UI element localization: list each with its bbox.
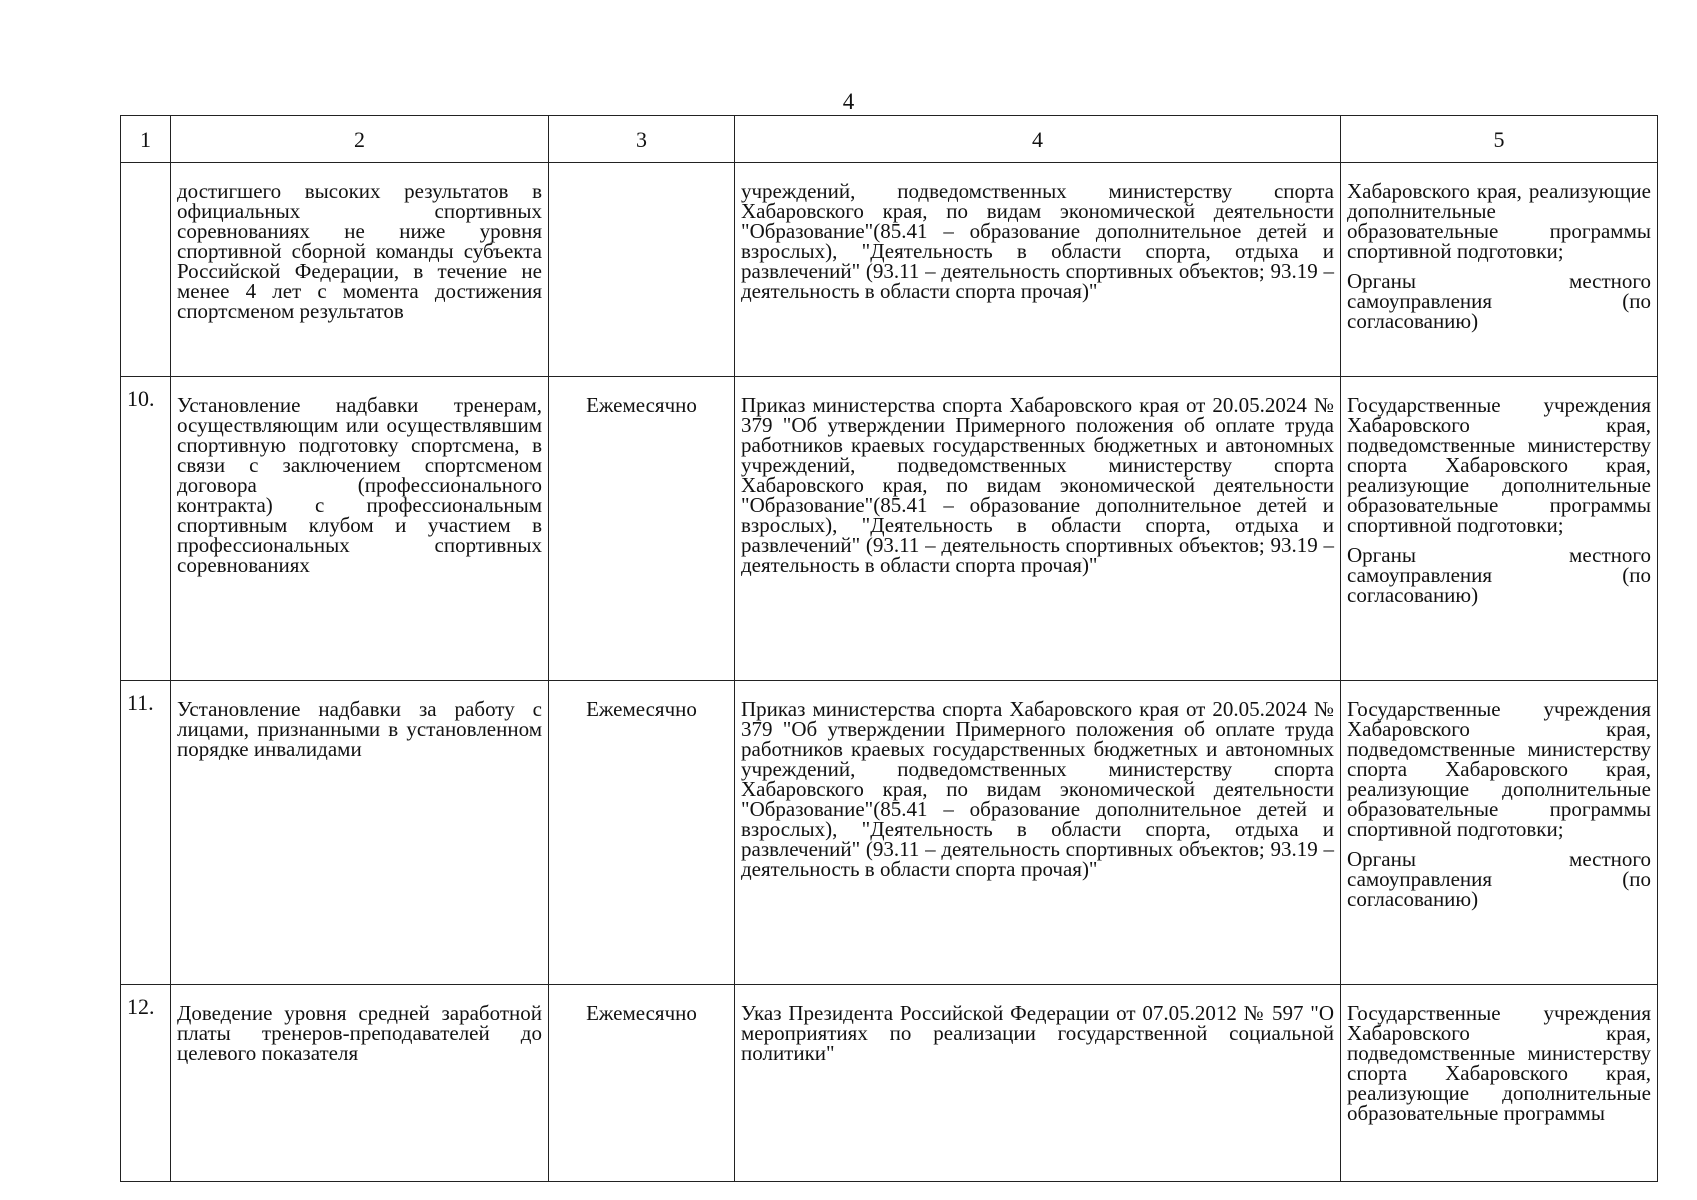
- executors-secondary: Органы местного самоуправления (по согласованию): [1347, 847, 1651, 911]
- executors-secondary: Органы местного самоуправления (по согласованию): [1347, 269, 1651, 333]
- measure-frequency: [549, 163, 735, 377]
- table-row: [121, 377, 1658, 681]
- table-row: [121, 985, 1658, 1182]
- page-number: 4: [842, 89, 855, 114]
- executors-cell: [1341, 985, 1658, 1182]
- header-cell-4: 4: [735, 116, 1341, 163]
- executors-primary: Государственные учреждения Хабаровского края, подведомственные министерству спорта Хабаровского края, реализующие дополнительные образовательные программы спортивной подготовки;: [1347, 393, 1651, 537]
- executors-primary: Хабаровского края, реализующие дополнительные образовательные программы спортивной подготовки;: [1347, 179, 1651, 263]
- legal-basis: Приказ министерства спорта Хабаровского края от 20.05.2024 № 379 "Об утверждении Примерного положения об оплате труда работников краевых государственных бюджетных и автономных учреждений, подведомственных министерству спорта Хабаровского края, по видам экономической деятельности "Образование"(85.41 – образование дополнительное детей и взрослых), "Деятельность в области спорта, отдыха и развлечений" (93.11 – деятельность спортивных объектов; 93.19 – деятельность в области спорта прочая)": [735, 377, 1341, 681]
- executors-primary: Государственные учреждения Хабаровского края, подведомственные министерству спорта Хабаровского края, реализующие дополнительные образовательные программы: [1347, 1001, 1651, 1125]
- measure-description: достигшего высоких результатов в официальных спортивных соревнованиях не ниже уровня спортивной сборной команды субъекта Российской Федерации, в течение не менее 4 лет с момента достижения спортсменом результатов: [171, 163, 549, 377]
- measure-frequency: Ежемесячно: [549, 377, 735, 681]
- measure-description: Доведение уровня средней заработной платы тренеров-преподавателей до целевого показателя: [171, 985, 549, 1182]
- header-cell-1: 1: [121, 116, 171, 163]
- legal-basis: учреждений, подведомственных министерству спорта Хабаровского края, по видам экономической деятельности "Образование"(85.41 – образование дополнительное детей и взрослых), "Деятельность в области спорта, отдыха и развлечений" (93.11 – деятельность спортивных объектов; 93.19 – деятельность в области спорта прочая)": [735, 163, 1341, 377]
- measure-frequency: Ежемесячно: [549, 985, 735, 1182]
- row-number: 11.: [121, 681, 171, 985]
- row-number: 12.: [121, 985, 171, 1182]
- header-cell-3: 3: [549, 116, 735, 163]
- header-cell-5: 5: [1341, 116, 1658, 163]
- legal-basis: Указ Президента Российской Федерации от 07.05.2012 № 597 "О мероприятиях по реализации государственной социальной политики": [735, 985, 1341, 1182]
- table-header-row: [121, 116, 1658, 163]
- measure-description: Установление надбавки тренерам, осуществляющим или осуществлявшим спортивную подготовку спортсмена, в связи с заключением спортсменом договора (профессионального контракта) с профессиональным спортивным клубом и участием в профессиональных спортивных соревнованиях: [171, 377, 549, 681]
- executors-primary: Государственные учреждения Хабаровского края, подведомственные министерству спорта Хабаровского края, реализующие дополнительные образовательные программы спортивной подготовки;: [1347, 697, 1651, 841]
- row-number: [121, 163, 171, 377]
- executors-cell: [1341, 163, 1658, 377]
- executors-cell: [1341, 377, 1658, 681]
- measure-frequency: Ежемесячно: [549, 681, 735, 985]
- measure-description: Установление надбавки за работу с лицами, признанными в установленном порядке инвалидами: [171, 681, 549, 985]
- row-number: 10.: [121, 377, 171, 681]
- executors-cell: [1341, 681, 1658, 985]
- legal-basis: Приказ министерства спорта Хабаровского края от 20.05.2024 № 379 "Об утверждении Примерного положения об оплате труда работников краевых государственных бюджетных и автономных учреждений, подведомственных министерству спорта Хабаровского края, по видам экономической деятельности "Образование"(85.41 – образование дополнительное детей и взрослых), "Деятельность в области спорта, отдыха и развлечений" (93.11 – деятельность спортивных объектов; 93.19 – деятельность в области спорта прочая)": [735, 681, 1341, 985]
- header-cell-2: 2: [171, 116, 549, 163]
- executors-secondary: Органы местного самоуправления (по согласованию): [1347, 543, 1651, 607]
- measures-table: [120, 115, 1658, 1182]
- table-row: [121, 681, 1658, 985]
- table-row: [121, 163, 1658, 377]
